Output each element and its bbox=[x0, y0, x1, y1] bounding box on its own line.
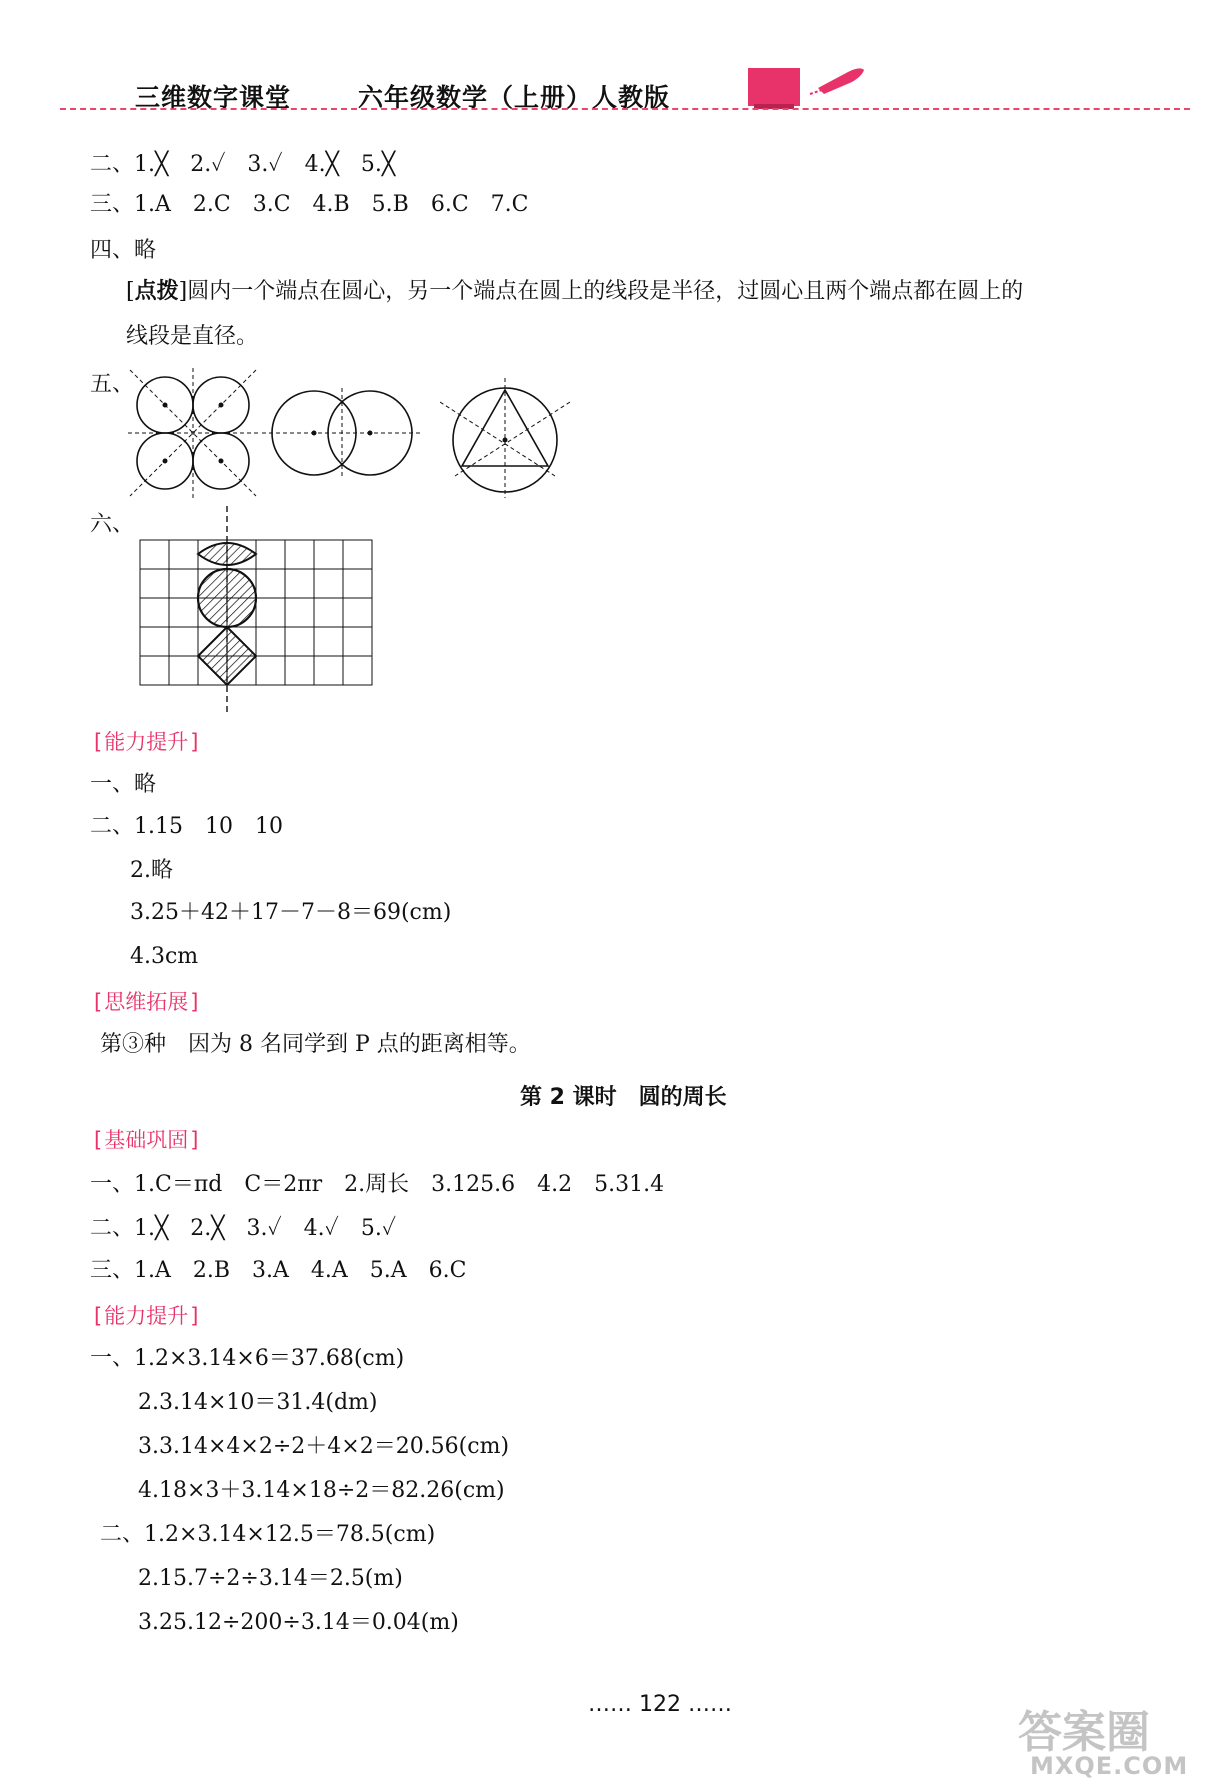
thinking-line: 第③种 因为 8 名同学到 P 点的距离相等。 bbox=[100, 1032, 531, 1057]
four-circles-figure bbox=[128, 368, 258, 498]
ability-line-3: 2.略 bbox=[130, 858, 173, 883]
calc-line-2: 2.3.14×10＝31.4(dm) bbox=[138, 1390, 378, 1415]
header-dashed-line bbox=[60, 108, 1190, 110]
answer-line-3: 三、1.A 2.C 3.C 4.B 5.B 6.C 7.C bbox=[90, 192, 529, 217]
rocket-icon bbox=[808, 64, 868, 98]
answer-line-5: 五、 bbox=[90, 372, 135, 397]
ability-line-2: 二、1.15 10 10 bbox=[90, 814, 283, 839]
watermark-url: MXQE.COM bbox=[1030, 1752, 1189, 1780]
ability-line-5: 4.3cm bbox=[130, 944, 199, 969]
triangle-circle-figure bbox=[440, 378, 570, 498]
calc-line-6: 2.15.7÷2÷3.14＝2.5(m) bbox=[138, 1566, 403, 1591]
tip-line-2: 线段是直径。 bbox=[126, 324, 259, 349]
basic-line-3: 三、1.A 2.B 3.A 4.A 5.A 6.C bbox=[90, 1258, 467, 1283]
two-circles-figure bbox=[262, 388, 422, 478]
tip-label: 点拨 bbox=[134, 278, 179, 304]
section-title: 第 2 课时 圆的周长 bbox=[520, 1085, 727, 1110]
basic-line-2: 二、1.╳ 2.╳ 3.✓ 4.✓ 5.✓ bbox=[90, 1216, 397, 1241]
tag-thinking: [ 思维拓展 ] bbox=[94, 986, 198, 1016]
tag-ability: [ 能力提升 ] bbox=[94, 726, 198, 756]
ability-line-1: 一、略 bbox=[90, 772, 157, 797]
calc-line-7: 3.25.12÷200÷3.14＝0.04(m) bbox=[138, 1610, 459, 1635]
answer-line-4: 四、略 bbox=[90, 238, 157, 263]
calc-line-3: 3.3.14×4×2÷2＋4×2＝20.56(cm) bbox=[138, 1434, 510, 1459]
basic-line-1: 一、1.C＝πd C＝2πr 2.周长 3.125.6 4.2 5.31.4 bbox=[90, 1172, 665, 1197]
tip-text: 圆内一个端点在圆心，另一个端点在圆上的线段是半径，过圆心且两个端点都在圆上的 bbox=[187, 279, 1024, 304]
book-title: 六年级数学（上册）人教版 bbox=[358, 83, 671, 112]
page-number-value: 122 bbox=[639, 1692, 681, 1717]
tag-basic: [ 基础巩固 ] bbox=[94, 1124, 198, 1154]
answer-line-2: 二、1.╳ 2.✓ 3.✓ 4.╳ 5.╳ bbox=[90, 152, 396, 177]
calc-line-4: 4.18×3＋3.14×18÷2＝82.26(cm) bbox=[138, 1478, 505, 1503]
tag-ability-2: [ 能力提升 ] bbox=[94, 1300, 198, 1330]
ability-line-4: 3.25＋42＋17－7－8＝69(cm) bbox=[130, 900, 452, 925]
header-decor-block bbox=[748, 68, 800, 106]
watermark-logo: 答案圈 bbox=[1018, 1707, 1150, 1758]
answer-line-6: 六、 bbox=[90, 512, 135, 537]
grid-symmetry-figure bbox=[136, 506, 376, 714]
calc-line-1: 一、1.2×3.14×6＝37.68(cm) bbox=[90, 1346, 405, 1371]
calc-line-5: 二、1.2×3.14×12.5＝78.5(cm) bbox=[100, 1522, 436, 1547]
tip-line: [点拨]圆内一个端点在圆心，另一个端点在圆上的线段是半径，过圆心且两个端点都在圆上的 bbox=[126, 278, 1024, 304]
series-title: 三维数字课堂 bbox=[135, 83, 292, 112]
page-number: …… 122 …… bbox=[588, 1692, 732, 1717]
